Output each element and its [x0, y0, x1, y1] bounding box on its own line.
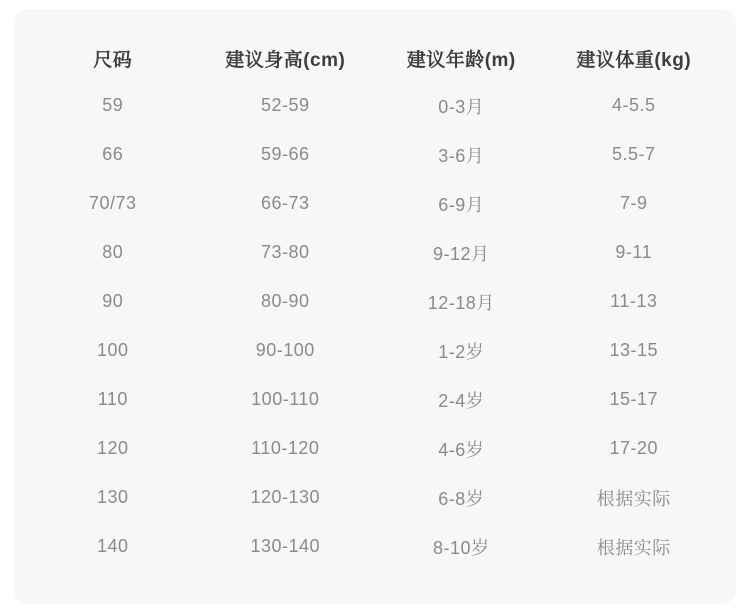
table-body: [30, 81, 720, 571]
cell-age: 2-4岁: [438, 390, 485, 411]
table-row: [30, 228, 720, 277]
cell-weight: 4-5.5: [611, 95, 656, 115]
cell-age: 1-2岁: [438, 341, 485, 362]
table-row: [30, 130, 720, 179]
table-row: [30, 277, 720, 326]
cell-weight: 13-15: [609, 340, 659, 360]
cell-size: 70/73: [89, 193, 137, 213]
table-row: [30, 473, 720, 522]
cell-height: 59-66: [261, 144, 310, 164]
cell-height: 110-120: [251, 438, 320, 458]
table-row: [30, 81, 720, 130]
cell-weight: 7-9: [619, 193, 648, 213]
cell-size: 140: [97, 536, 129, 556]
cell-age: 8-10岁: [432, 537, 490, 558]
table-header-row: [30, 35, 720, 81]
cell-age: 3-6月: [438, 145, 485, 166]
table-row: [30, 179, 720, 228]
cell-weight: 15-17: [609, 389, 659, 409]
cell-height: 73-80: [261, 242, 310, 262]
cell-height: 66-73: [261, 193, 310, 213]
cell-weight: 11-13: [610, 291, 658, 311]
column-header-weight: 建议体重(kg): [576, 49, 692, 71]
cell-size: 59: [102, 95, 124, 115]
cell-height: 120-130: [250, 487, 321, 507]
column-header-size: 尺码: [93, 49, 133, 71]
cell-size: 110: [97, 389, 128, 409]
cell-size: 130: [97, 487, 129, 507]
size-chart-table: [30, 35, 720, 571]
cell-height: 80-90: [261, 291, 310, 311]
cell-weight: 9-11: [615, 242, 653, 262]
table-row: [30, 522, 720, 571]
table-row: [30, 326, 720, 375]
cell-height: 90-100: [255, 340, 315, 360]
cell-age: 0-3月: [438, 96, 485, 117]
cell-age: 6-8岁: [438, 488, 485, 509]
cell-age: 6-9月: [438, 194, 485, 215]
table-row: [30, 424, 720, 473]
cell-size: 100: [97, 340, 129, 360]
cell-size: 66: [102, 144, 124, 164]
cell-height: 52-59: [261, 95, 310, 115]
cell-weight: 5.5-7: [611, 144, 656, 164]
cell-size: 120: [97, 438, 129, 458]
table-row: [30, 375, 720, 424]
cell-height: 100-110: [251, 389, 320, 409]
cell-height: 130-140: [250, 536, 321, 556]
cell-size: 90: [102, 291, 124, 311]
cell-age: 12-18月: [427, 292, 495, 313]
cell-size: 80: [102, 242, 124, 262]
size-chart-card: [14, 9, 736, 604]
table-header: [30, 35, 720, 81]
cell-weight: 17-20: [609, 438, 659, 458]
cell-age: 4-6岁: [438, 439, 485, 460]
cell-weight: 根据实际: [596, 537, 671, 558]
column-header-age: 建议年龄(m): [406, 49, 516, 71]
cell-weight: 根据实际: [596, 488, 671, 509]
column-header-height: 建议身高(cm): [225, 49, 346, 71]
cell-age: 9-12月: [432, 243, 490, 264]
